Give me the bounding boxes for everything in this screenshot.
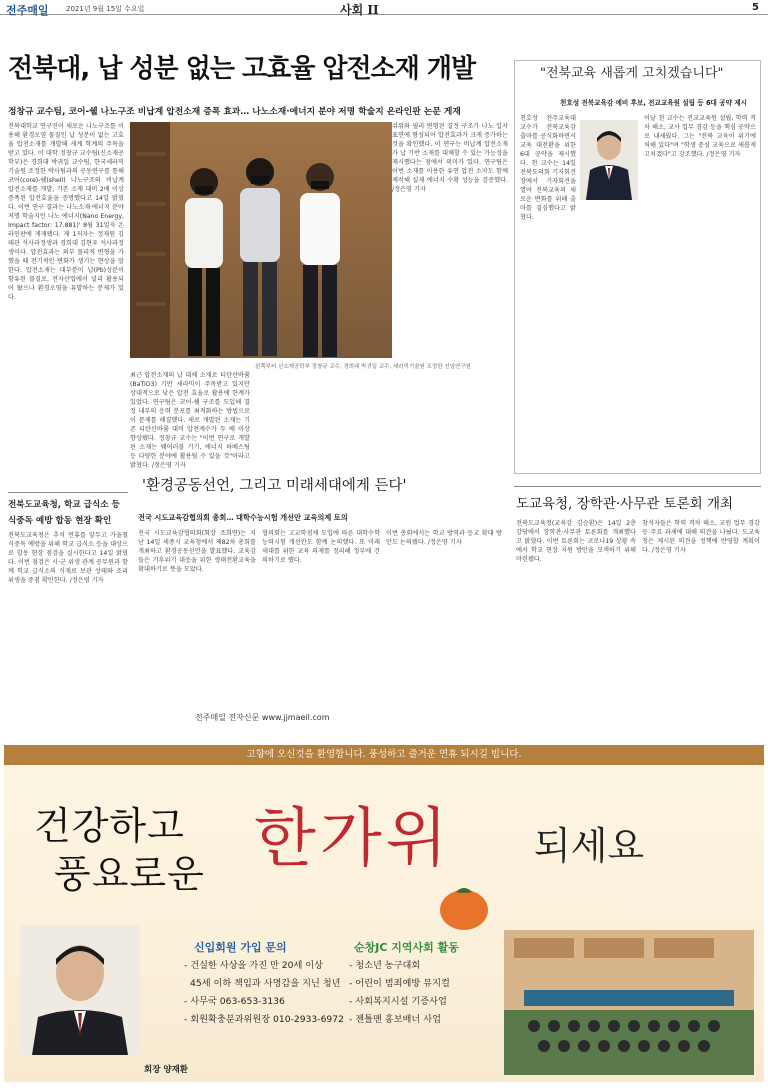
opinion-text-a: 천호성 전주교육대 교수가 전북교육감 출마를 공식화하면서 교육 대전환을 위한 6대 공약을 제시했다. 천 교수는 14일 전북도의회 기자회견장에서 기자회견을 열어 전북교육의 새로운 변화를 위해 출마를 결심했다고 밝혔다. bbox=[520, 115, 576, 221]
main-subhead: 정창규 교수팀, 코어-쉘 나노구조 비납계 압전소재 증폭 효과… 나노소재·에너지 분야 저명 학술지 온라인판 논문 게재 bbox=[8, 107, 461, 117]
opinion-text-b: 이날 천 교수는 전교교육원 설립, 학력 격차 해소, 교사 업무 경감 등을 핵심 공약으로 내세웠다. 그는 "전북 교육이 위기에 처해 있다"며 "학생 중심 교육으로 새롭게 고치겠다"고 강조했다. /정은영 기자 bbox=[644, 115, 756, 158]
ad-right-list bbox=[349, 957, 450, 1029]
ad-left-list bbox=[184, 957, 344, 1029]
holiday-advertisement bbox=[4, 745, 764, 1082]
ad-left-item: - 사무국 063-653-3136 bbox=[184, 996, 285, 1007]
main-col-2: 최근 압전소재의 납 대체 소재로 티탄산바륨(BaTiO3) 기반 세라믹이 주목받고 있지만 상대적으로 낮은 압전 효율로 활용에 한계가 있었다. 연구팀은 코어-쉘 구조를 도입해 결정 내부의 응력 분포를 최적화하는 방법으로 이 문제를 해결했다. 새로 개발된 소재는 기존 티탄산바륨 대비 압전계수가 두 배 이상 향상됐다. 정창규 교수는 "이번 연구로 개발된 소재는 웨어러블 기기, 에너지 하베스팅 등 다양한 분야에 활용될 수 있을 것"이라고 밝혔다. /정은영 기자 bbox=[130, 372, 250, 469]
opinion-subtitle: 천호성 전북교육감 예비 후보, 전교교육원 설립 등 6대 공약 제시 bbox=[560, 99, 747, 107]
issue-date: 2021년 9월 15일 수요일 bbox=[66, 5, 145, 13]
left-brief-rule bbox=[8, 492, 128, 493]
ad-right-item: - 사회복지시설 기증사업 bbox=[349, 996, 447, 1007]
person-right bbox=[290, 153, 350, 358]
opinion-title: "전북교육 새롭게 고치겠습니다" bbox=[540, 66, 724, 81]
ad-left-item: - 건실한 사상을 가진 만 20세 이상 bbox=[184, 960, 324, 971]
right-text-b: 참석자들은 학력 격차 해소, 교원 업무 경감 등 주요 과제에 대해 의견을 나눴다. 도교육청은 제시된 의견을 정책에 반영할 계획이다. /정은영 기자 bbox=[642, 520, 760, 554]
main-col-1: 전북대학교 연구진이 새로운 나노구조를 이용해 환경오염 물질인 납 성분이 없는 고효율 압전소재를 개발해 세계 학계의 주목을 받고 있다. 이 대학 정창규 교수팀(신소재공학부)은 경희대 박귀일 교수팀, 한국세라믹기술원 조정한 박사팀과의 공동연구를 통해 코어(core)-쉘(shell) 나노구조의 비납계 압전소재를 개발, 기존 소재 대비 2배 이상 증폭된 압전효율을 증명했다고 14일 밝혔다. 이번 연구 결과는 나노소재·에너지 분야 저명 학술지인 나노 에너지(Nano Energy, Impact factor: 17.881)' 8월 31일자 온라인판에 게재됐다. 제 1저자는 정재원 김태관 석사과정생과 경희대 김현우 석사과정생이다. 압전효과는 외부 물리적 변형을 가했을 때 전기적인 변화가 생기는 현상을 말한다. 압전소재는 대부분이 납(Pb)성분이 함유된 물질로, 전자산업에서 널리 활용되어 왔으나 환경오염을 유발하는 문제가 있다. bbox=[8, 123, 124, 301]
photo-caption: 왼쪽부터 신소재공학부 정창규 교수, 경희대 박귀일 교수, 세라믹기술원 조정한 선임연구원 bbox=[255, 364, 471, 370]
ad-president-name: 회장 양재환 bbox=[144, 1065, 189, 1075]
researchers-photo bbox=[130, 122, 392, 358]
right-article-rule bbox=[514, 486, 761, 487]
section-label: 사회 II bbox=[340, 3, 379, 17]
ad-greeting-end: 되세요 bbox=[534, 824, 645, 868]
ad-right-item: - 젠틀맨 홍보배너 사업 bbox=[349, 1014, 441, 1025]
candidate-portrait bbox=[580, 120, 638, 200]
mid-subtitle: 전국 시도교육감협의회 총회… 대학수능시험 개선안 교육의제 토의 bbox=[138, 513, 348, 522]
ad-greeting-2: 풍요로운 bbox=[54, 852, 205, 896]
ad-left-item: - 회원확충분과위원장 010-2933-6972 bbox=[184, 1014, 344, 1025]
page-number: 5 bbox=[752, 2, 759, 13]
ad-right-heading: 순창JC 지역사회 활동 bbox=[354, 941, 459, 954]
mid-text-c: 이번 총회에서는 학교 방역과 등교 확대 방안도 논의됐다. /정은영 기자 bbox=[386, 530, 502, 546]
mid-headline: '환경공동선언, 그리고 미래세대에게 든다' bbox=[142, 478, 407, 494]
person-middle bbox=[230, 148, 290, 358]
main-headline: 전북대, 납 성분 없는 고효율 압전소재 개발 bbox=[8, 54, 476, 84]
ad-left-item: 45세 이하 책임과 사명감을 지닌 청년 bbox=[190, 978, 341, 989]
right-headline: 도교육청, 장학관·사무관 토론회 개최 bbox=[516, 496, 734, 512]
persimmon-illustration bbox=[434, 880, 494, 932]
president-photo bbox=[20, 925, 140, 1055]
ad-banner: 고향에 오신것을 환영합니다. 풍성하고 즐거운 연휴 되시길 빕니다. bbox=[4, 745, 764, 765]
mid-text-a: 전국 시도교육감협의회(회장 조희연)는 지난 14일 세종시 교육청에서 제82차 총회를 개최하고 환경공동선언을 발표했다. 교육감들은 기후위기 대응을 위한 생태전환교육을 확대하기로 뜻을 모았다. bbox=[138, 530, 256, 573]
brief-text: 전북도교육청은 추석 연휴를 앞두고 가을철 식중독 예방을 위해 학교 급식소 등을 대상으로 합동 현장 점검을 실시한다고 14일 밝혔다. 이번 점검은 시·군 위생 관계 공무원과 함께 학교 급식소의 식재료 보관 상태와 조리 위생을 중점 확인한다. /정은영 기자 bbox=[8, 532, 128, 584]
masthead: 전주매일 bbox=[6, 4, 49, 17]
brief-title-2: 식중독 예방 합동 현장 확인 bbox=[8, 516, 112, 526]
ad-greeting-hangawi: 한가위 bbox=[254, 802, 452, 876]
main-col-3: 쉬워와 필리 변형된 결정 구조가 나노 입자 표면에 형성되어 압전효과가 크게 증가하는 것을 확인했다. 이 연구는 비납계 압전소재가 납 기반 소재를 대체할 수 있는 가능성을 제시했다는 점에서 의미가 있다. 연구팀은 이번 소재를 이용한 유연 압전 소자도 함께 제작해 실제 에너지 수확 성능을 검증했다. /정은영 기자 bbox=[392, 123, 508, 193]
person-left bbox=[175, 158, 233, 358]
website-footer: 전주매일 전자신문 www.jjmaeil.com bbox=[195, 713, 330, 722]
ad-right-item: - 어린이 범죄예방 뮤지컬 bbox=[349, 978, 450, 989]
group-photo bbox=[504, 930, 754, 1075]
right-text-a: 전북도교육청(교육감 김승환)은 14일 2층 강당에서 장학관·사무관 토론회를 개최했다고 밝혔다. 이번 토론회는 코로나19 상황 속에서 학교 현장 지원 방안을 모색하기 위해 마련됐다. bbox=[516, 520, 636, 563]
brief-title: 전북도교육청, 학교 급식소 등 bbox=[8, 500, 120, 510]
ad-greeting-1: 건강하고 bbox=[34, 804, 185, 848]
person-portrait bbox=[580, 120, 638, 200]
ad-right-item: - 청소년 농구대회 bbox=[349, 960, 421, 971]
ad-left-heading: 신입회원 가입 문의 bbox=[194, 941, 287, 954]
mid-text-b: 협의회는 고교학점제 도입에 따른 대학수학능력시험 개선안도 함께 논의했다. 또 미래세대를 위한 교육 의제를 정리해 정부에 건의하기로 했다. bbox=[262, 530, 380, 564]
